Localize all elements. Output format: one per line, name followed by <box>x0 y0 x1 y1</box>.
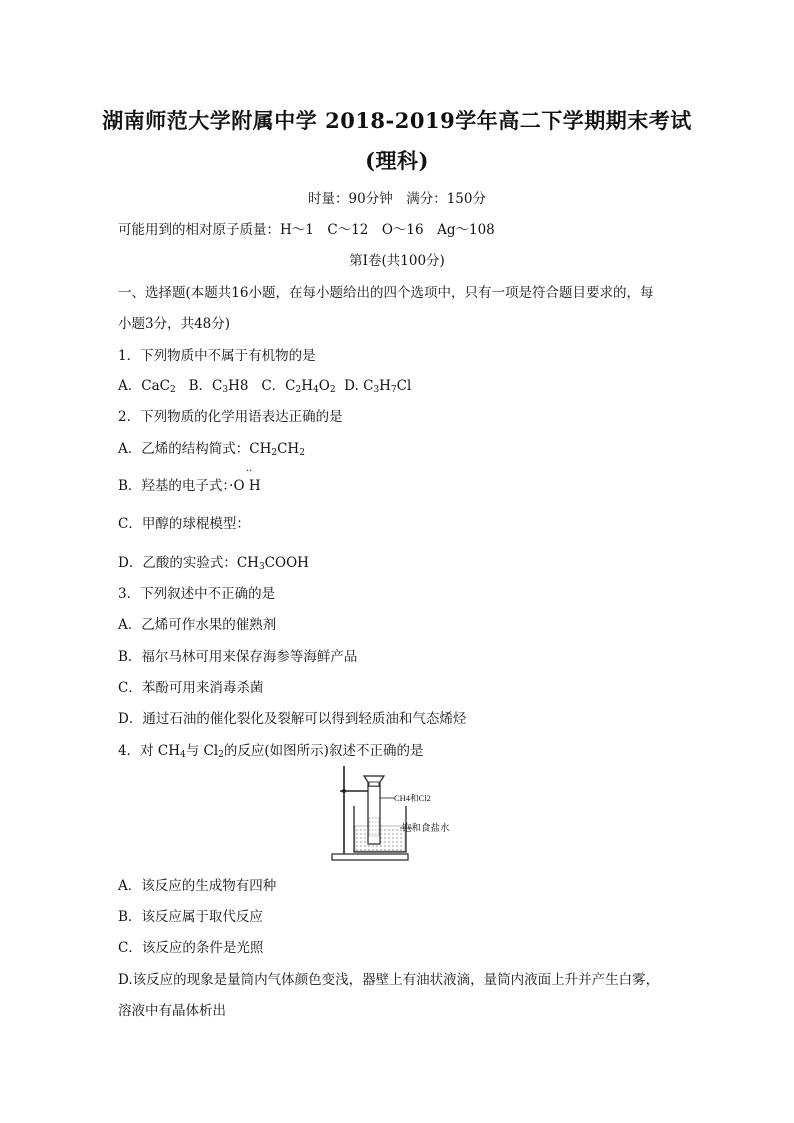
q3-option-b: B．福尔马林可用来保存海参等海鲜产品 <box>118 649 358 665</box>
time-score-info: 时量：90分钟 满分：150分 <box>308 191 486 207</box>
q4-option-d-line2: 溶液中有晶体析出 <box>118 1003 226 1019</box>
q2-option-a: A．乙烯的结构简式：$CH_2CH_2$ <box>118 441 305 458</box>
section-title: 第Ⅰ卷(共100分) <box>349 253 445 269</box>
q4-stem: 4．对 $CH_4$与 $Cl_2$的反应(如图所示)叙述不正确的是 <box>118 743 424 760</box>
q1-stem: 1．下列物质中不属于有机物的是 <box>118 348 316 364</box>
q1-option-b: B．$C_3H8$ <box>188 378 249 395</box>
section-instructions-line1: 一、选择题(本题共16小题，在每小题给出的四个选项中，只有一项是符合题目要求的，每 <box>118 285 654 301</box>
q3-option-a: A．乙烯可作水果的催熟剂 <box>118 617 277 633</box>
q1-option-c: C．$C_2H_4O_2$ <box>261 378 336 395</box>
q2-option-d: D．乙酸的实验式：$CH_3COOH$ <box>118 555 309 572</box>
q4-option-c: C．该反应的条件是光照 <box>118 940 264 956</box>
q3-option-c: C．苯酚可用来消毒杀菌 <box>118 680 264 696</box>
exam-title-line1: 湖南师范大学附属中学 2018-2019学年高二下学期期末考试 <box>102 108 692 133</box>
electron-dots: ·· <box>246 466 253 477</box>
figure-label-brine: 饱和食盐水 <box>402 823 450 834</box>
q3-option-d: D．通过石油的催化裂化及裂解可以得到轻质油和气态烯烃 <box>118 711 467 727</box>
q3-stem: 3．下列叙述中不正确的是 <box>118 586 276 602</box>
q4-option-a: A．该反应的生成物有四种 <box>118 878 277 894</box>
q2-option-c: C．甲醇的球棍模型： <box>118 516 250 532</box>
atomic-mass-info: 可能用到的相对原子质量：H～1 C～12 O～16 Ag～108 <box>118 222 495 238</box>
section-instructions-line2: 小题3分，共48分) <box>118 316 231 332</box>
q1-options <box>118 374 411 395</box>
q2-option-b: B．羟基的电子式：·O H <box>118 478 261 494</box>
q2-stem: 2．下列物质的化学用语表达正确的是 <box>118 409 343 425</box>
q1-option-d: D. $C_3H_7Cl$ <box>344 378 412 395</box>
figure-label-gases: CH4和Cl2 <box>394 793 431 803</box>
q4-option-b: B．该反应属于取代反应 <box>118 909 263 925</box>
q4-option-d-line1: D.该反应的现象是量筒内气体颜色变浅，器壁上有油状液滴，量筒内液面上升并产生白雾， <box>118 972 660 988</box>
q1-option-a: A．CaC$_2$ <box>118 378 176 395</box>
apparatus-figure <box>330 764 466 864</box>
exam-title-line2: (理科) <box>365 148 429 173</box>
